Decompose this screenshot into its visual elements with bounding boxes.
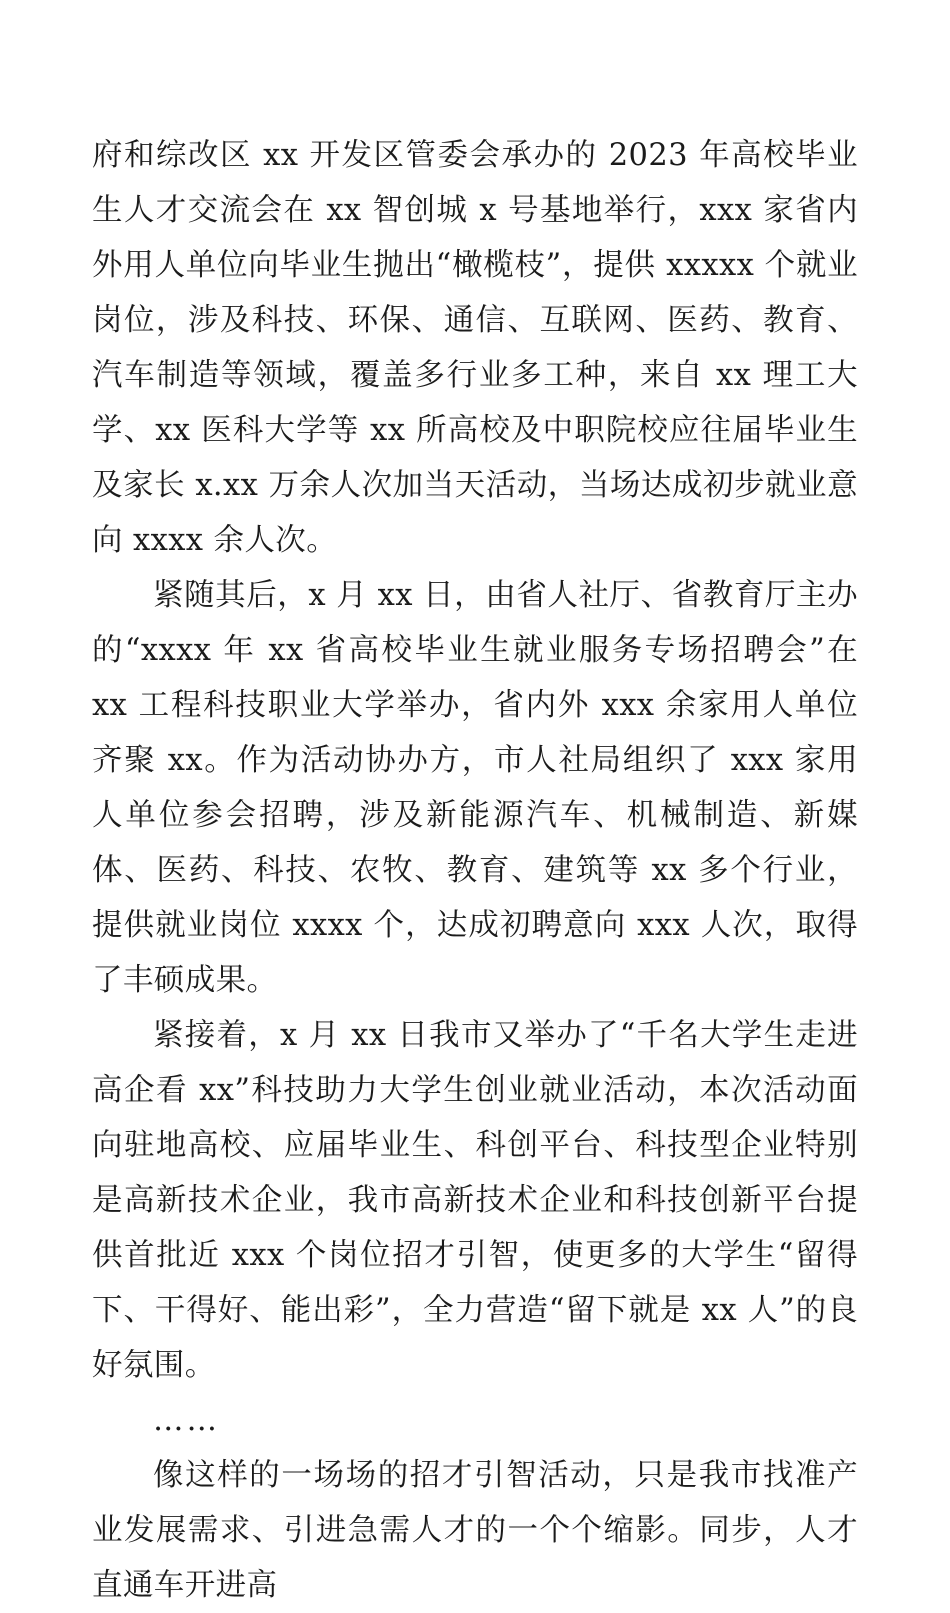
document-body <box>92 128 858 1613</box>
paragraph-1: 府和综改区 xx 开发区管委会承办的 2023 年高校毕业生人才交流会在 xx 智创城 x 号基地举行，xxx 家省内外用人单位向毕业生抛出“橄榄枝”，提供 xxxxx 个就业岗位，涉及科技、环保、通信、互联网、医药、教育、汽车制造等领域，覆盖多行业多工种，来自 xx 理工大学、xx 医科大学等 xx 所高校及中职院校应往届毕业生及家长 x.xx 万余人次加当天活动，当场达成初步就业意向 xxxx 余人次。 <box>92 138 858 558</box>
paragraph-2: 紧随其后，x 月 xx 日，由省人社厅、省教育厅主办的“xxxx 年 xx 省高校毕业生就业服务专场招聘会”在 xx 工程科技职业大学举办，省内外 xxx 余家用人单位齐聚 xx。作为活动协办方，市人社局组织了 xxx 家用人单位参会招聘，涉及新能源汽车、机械制造、新媒体、医药、科技、农牧、教育、建筑等 xx 多个行业，提供就业岗位 xxxx 个，达成初聘意向 xxx 人次，取得了丰硕成果。 <box>92 578 858 998</box>
paragraph-ellipsis: …… <box>153 1403 220 1438</box>
paragraph-3: 紧接着，x 月 xx 日我市又举办了“千名大学生走进高企看 xx”科技助力大学生创业就业活动，本次活动面向驻地高校、应届毕业生、科创平台、科技型企业特别是高新技术企业，我市高新技术企业和科技创新平台提供首批近 xxx 个岗位招才引智，使更多的大学生“留得下、干得好、能出彩”，全力营造“留下就是 xx 人”的良好氛围。 <box>92 1018 858 1383</box>
paragraph-4: 像这样的一场场的招才引智活动，只是我市找准产业发展需求、引进急需人才的一个个缩影。同步，人才直通车开进高 <box>92 1458 858 1603</box>
